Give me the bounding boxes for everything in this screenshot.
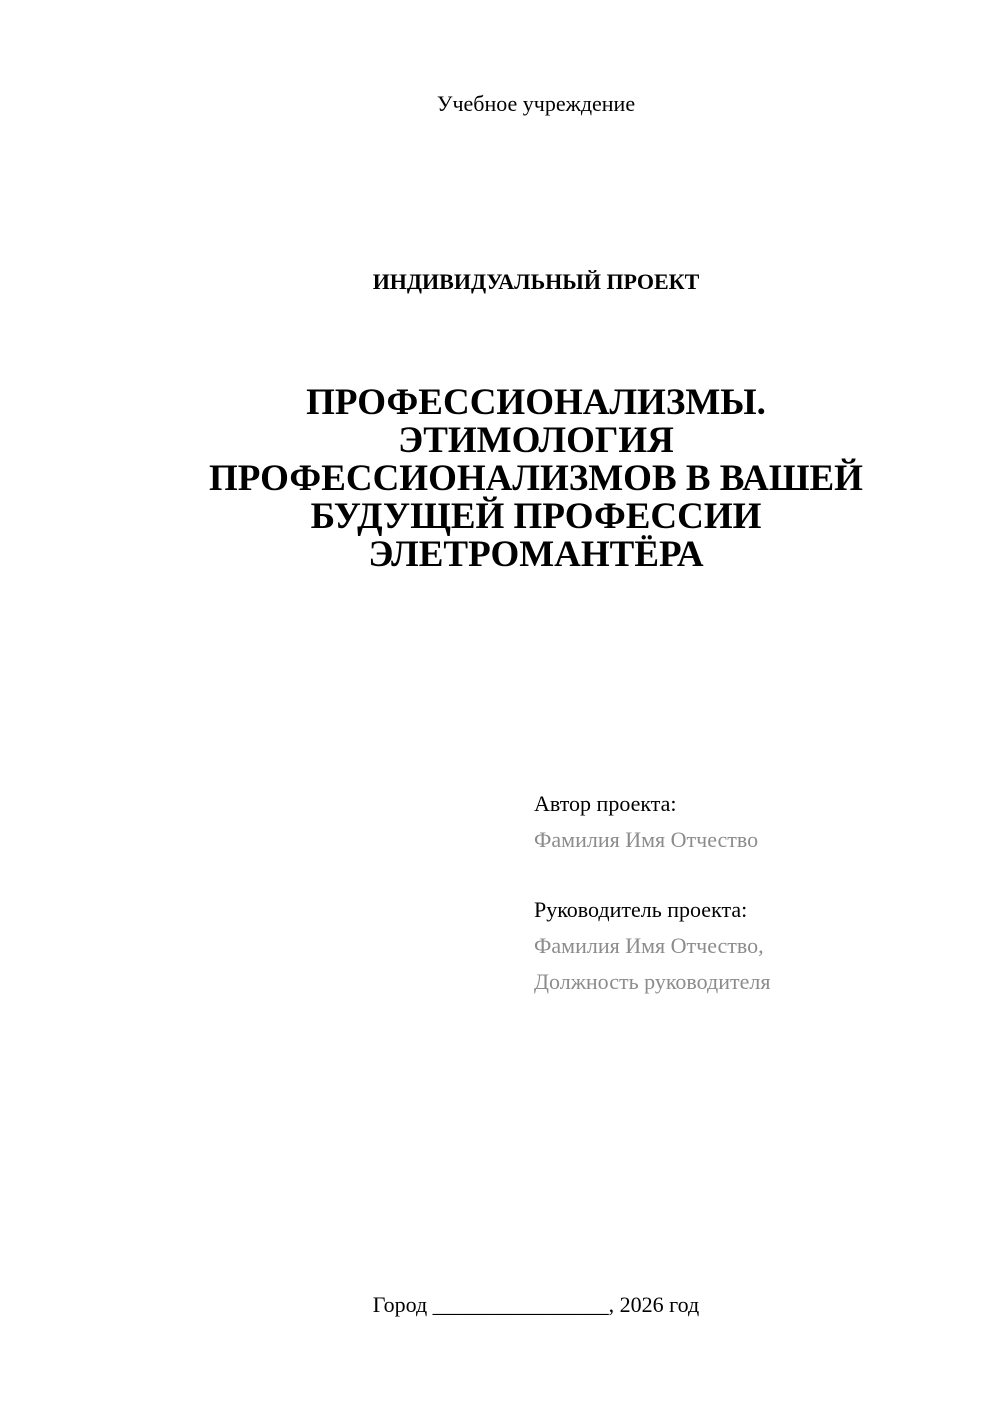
author-label: Автор проекта: xyxy=(534,791,677,816)
city-year-line: Город ________________, 2026 год xyxy=(372,1292,700,1317)
institution-name: Учебное учреждение xyxy=(436,91,636,116)
supervisor-position: Должность руководителя xyxy=(534,969,771,994)
project-title-line: ПРОФЕССИОНАЛИЗМЫ. xyxy=(306,382,766,423)
project-title-line: БУДУЩЕЙ ПРОФЕССИИ xyxy=(310,496,762,537)
project-title-line: ПРОФЕССИОНАЛИЗМОВ В ВАШЕЙ xyxy=(209,458,863,499)
credits-spacer xyxy=(534,858,974,892)
project-title-line: ЭТИМОЛОГИЯ xyxy=(398,420,674,461)
project-title xyxy=(150,384,922,574)
supervisor-label: Руководитель проекта: xyxy=(534,897,748,922)
author-name: Фамилия Имя Отчество xyxy=(534,827,759,852)
document-type: ИНДИВИДУАЛЬНЫЙ ПРОЕКТ xyxy=(372,269,700,294)
supervisor-name: Фамилия Имя Отчество, xyxy=(534,933,764,958)
project-title-line: ЭЛЕТРОМАНТЁРА xyxy=(368,534,704,575)
project-credits xyxy=(534,786,974,1000)
